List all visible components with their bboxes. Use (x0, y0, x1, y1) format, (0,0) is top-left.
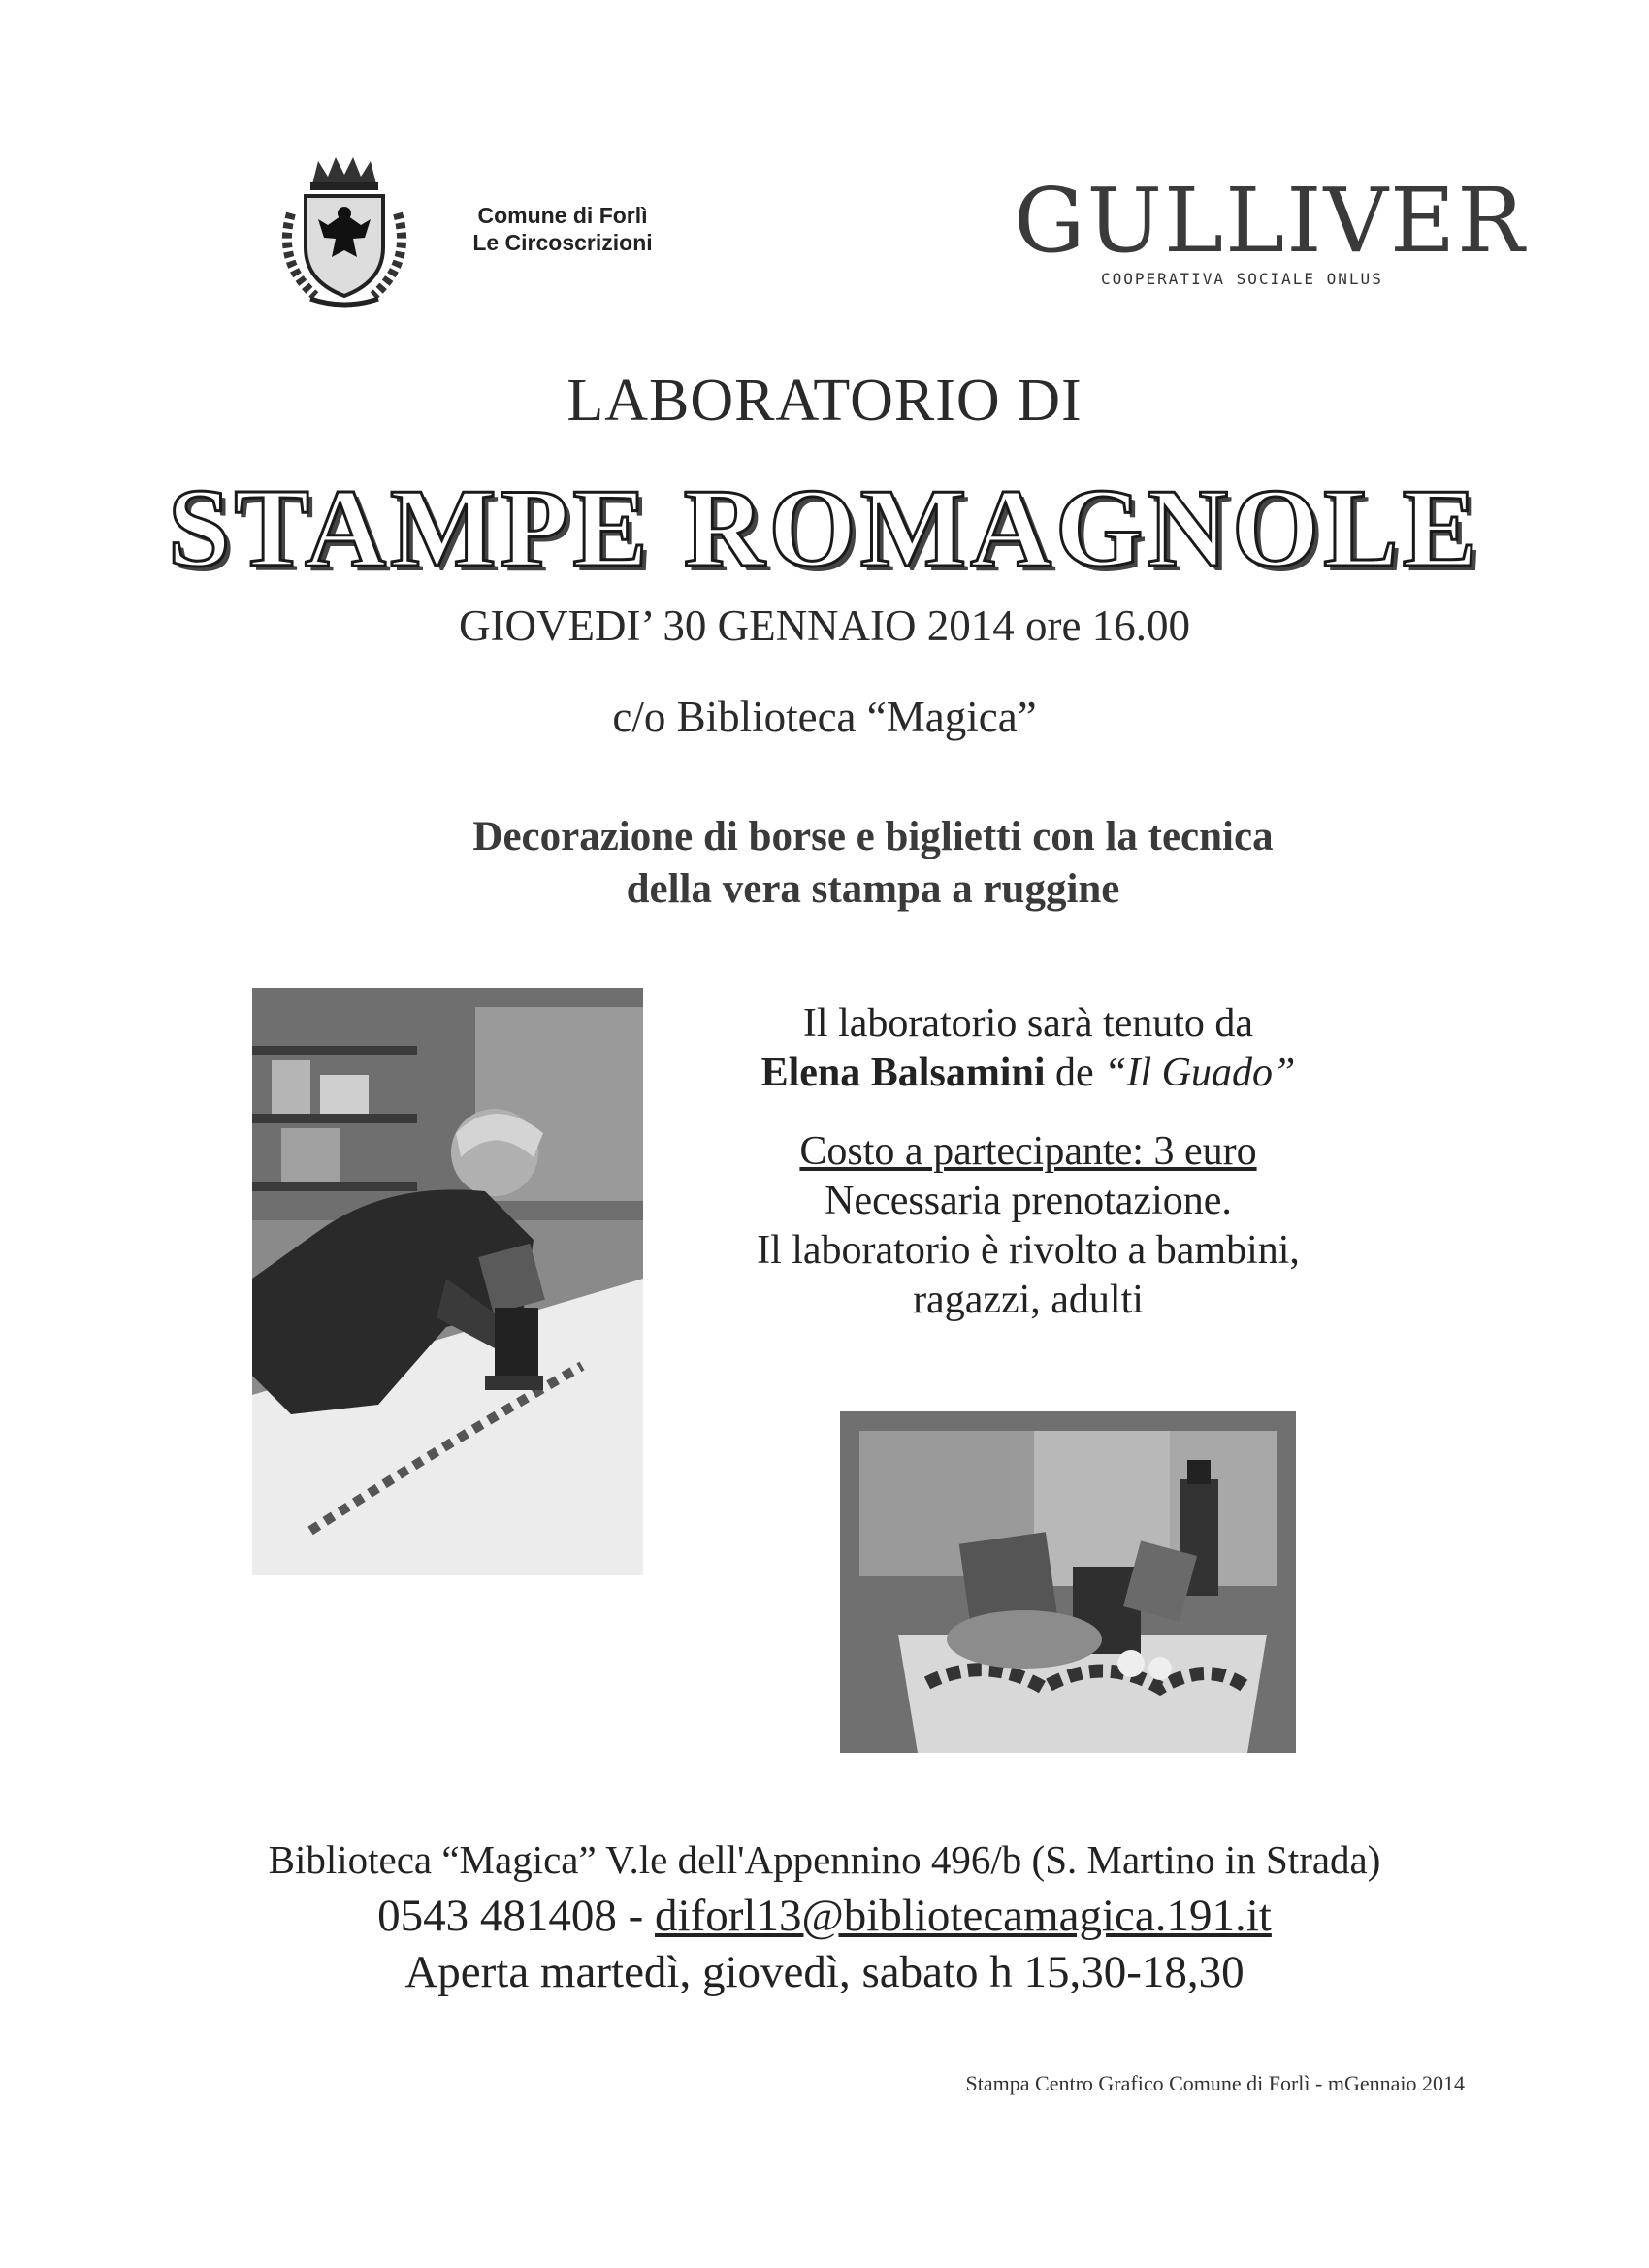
event-venue: c/o Biblioteca “Magica” (612, 693, 1037, 741)
library-email-link[interactable]: diforl13@bibliotecamagica.191.it (655, 1891, 1272, 1941)
gulliver-subtitle: COOPERATIVA SOCIALE ONLUS (1101, 270, 1383, 288)
info-intro: Il laboratorio sarà tenuto da (802, 1001, 1254, 1046)
title-line1: LABORATORIO DI (566, 368, 1083, 434)
teacher-org: “Il Guado” (1104, 1051, 1296, 1095)
teacher-name: Elena Balsamini (760, 1051, 1046, 1095)
info-cost: Costo a partecipante: 3 euro (799, 1129, 1257, 1174)
info-block (679, 999, 1377, 1325)
description-line1: Decorazione di borse e biglietti con la tecnica (472, 814, 1274, 859)
info-booking: Necessaria prenotazione. (824, 1179, 1232, 1223)
event-description (291, 811, 1455, 916)
main-title: STAMPE ROMAGNOLE (168, 467, 1481, 591)
contact-line (97, 1888, 1552, 1944)
opening-hours: Aperta martedì, giovedì, sabato h 15,30-18,30 (404, 1947, 1245, 1997)
comune-line2: Le Circoscrizioni (472, 230, 653, 255)
comune-name (427, 202, 698, 256)
comune-crest-logo (272, 155, 417, 310)
photo-artisan-stamping (252, 988, 643, 1575)
photo-decorated-bags (840, 1411, 1296, 1753)
info-teacher-line (679, 1049, 1377, 1098)
print-credit: Stampa Centro Grafico Comune di Forlì - mGennaio 2014 (965, 2071, 1465, 2095)
event-date: GIOVEDI’ 30 GENNAIO 2014 ore 16.00 (458, 601, 1190, 650)
gulliver-logo (1014, 169, 1527, 308)
gulliver-wordmark: GULLIVER (1014, 169, 1527, 273)
footer-contacts (97, 1831, 1552, 2000)
library-phone: 0543 481408 - (377, 1891, 644, 1941)
info-audience-line2: ragazzi, adulti (913, 1278, 1144, 1322)
teacher-de: de (1055, 1051, 1094, 1095)
info-audience-line1: Il laboratorio è rivolto a bambini, (757, 1228, 1300, 1273)
library-address: Biblioteca “Magica” V.le dell'Appennino 496/b (S. Martino in Strada) (268, 1837, 1381, 1882)
comune-line1: Comune di Forlì (477, 203, 648, 228)
description-line2: della vera stampa a ruggine (626, 866, 1120, 912)
